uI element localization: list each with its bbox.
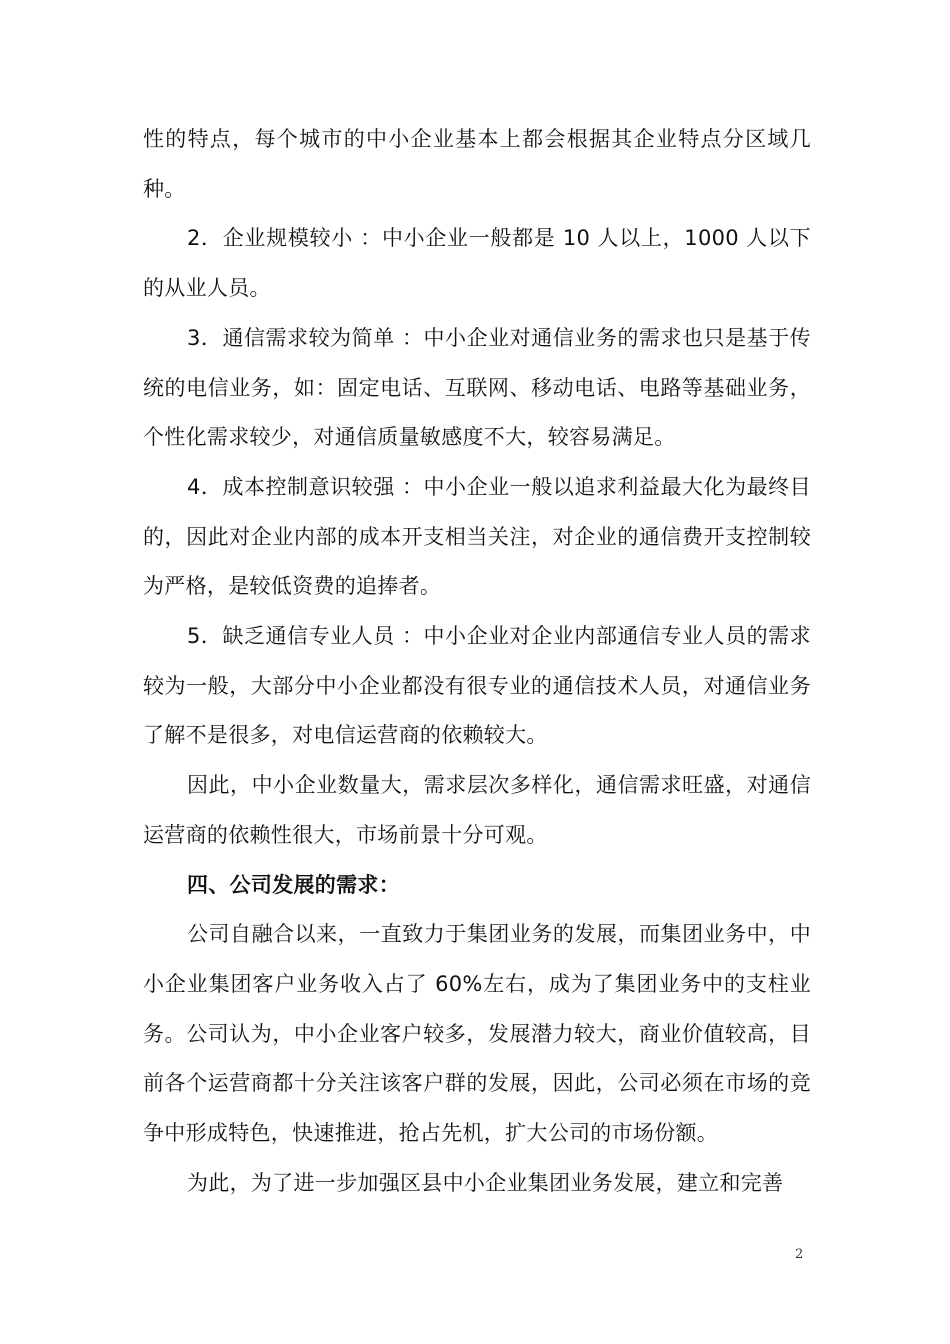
continuation-paragraph: 性的特点，每个城市的中小企业基本上都会根据其企业特点分区域几种。 [143,127,811,201]
list-item-small-scale: 2．企业规模较小 ：中小企业一般都是 10 人以上，1000 人以下的从业人员。 [143,226,811,301]
closing-paragraph: 为此，为了进一步加强区县中小企业集团业务发展，建立和完善 [187,1170,784,1195]
list-item-lack-staff: 5．缺乏通信专业人员 ：中小企业对企业内部通信专业人员的需求较为一般，大部分中小企业都没有很专业的通信技术人员，对通信业务了解不是很多，对电信运营商的依赖较大。 [143,624,811,748]
document-body [143,115,811,1208]
page-number: 2 [795,1247,804,1262]
list-item-cost-control: 4．成本控制意识较强 ：中小企业一般以追求利益最大化为最终目的，因此对企业内部的成本开支相当关注，对企业的通信费开支控制较为严格，是较低资费的追捧者。 [143,474,811,599]
summary-paragraph: 因此，中小企业数量大，需求层次多样化，通信需求旺盛，对通信运营商的依赖性很大，市场前景十分可观。 [143,773,811,847]
section-heading: 四、公司发展的需求： [187,872,400,897]
list-item-simple-needs: 3．通信需求较为简单 ：中小企业对通信业务的需求也只是基于传统的电信业务，如：固定电话、互联网、移动电话、电路等基础业务，个性化需求较少，对通信质量敏感度不大，较容易满足。 [143,325,811,450]
company-paragraph: 公司自融合以来，一直致力于集团业务的发展，而集团业务中，中小企业集团客户业务收入占了 60%左右，成为了集团业务中的支柱业务。公司认为，中小企业客户较多，发展潜力较大，商业价值较高，目前各个运营商都十分关注该客户群的发展，因此，公司必须在市场的竞争中形成特色，快速推进，抢占先机，扩大公司的市场份额。 [143,922,811,1146]
